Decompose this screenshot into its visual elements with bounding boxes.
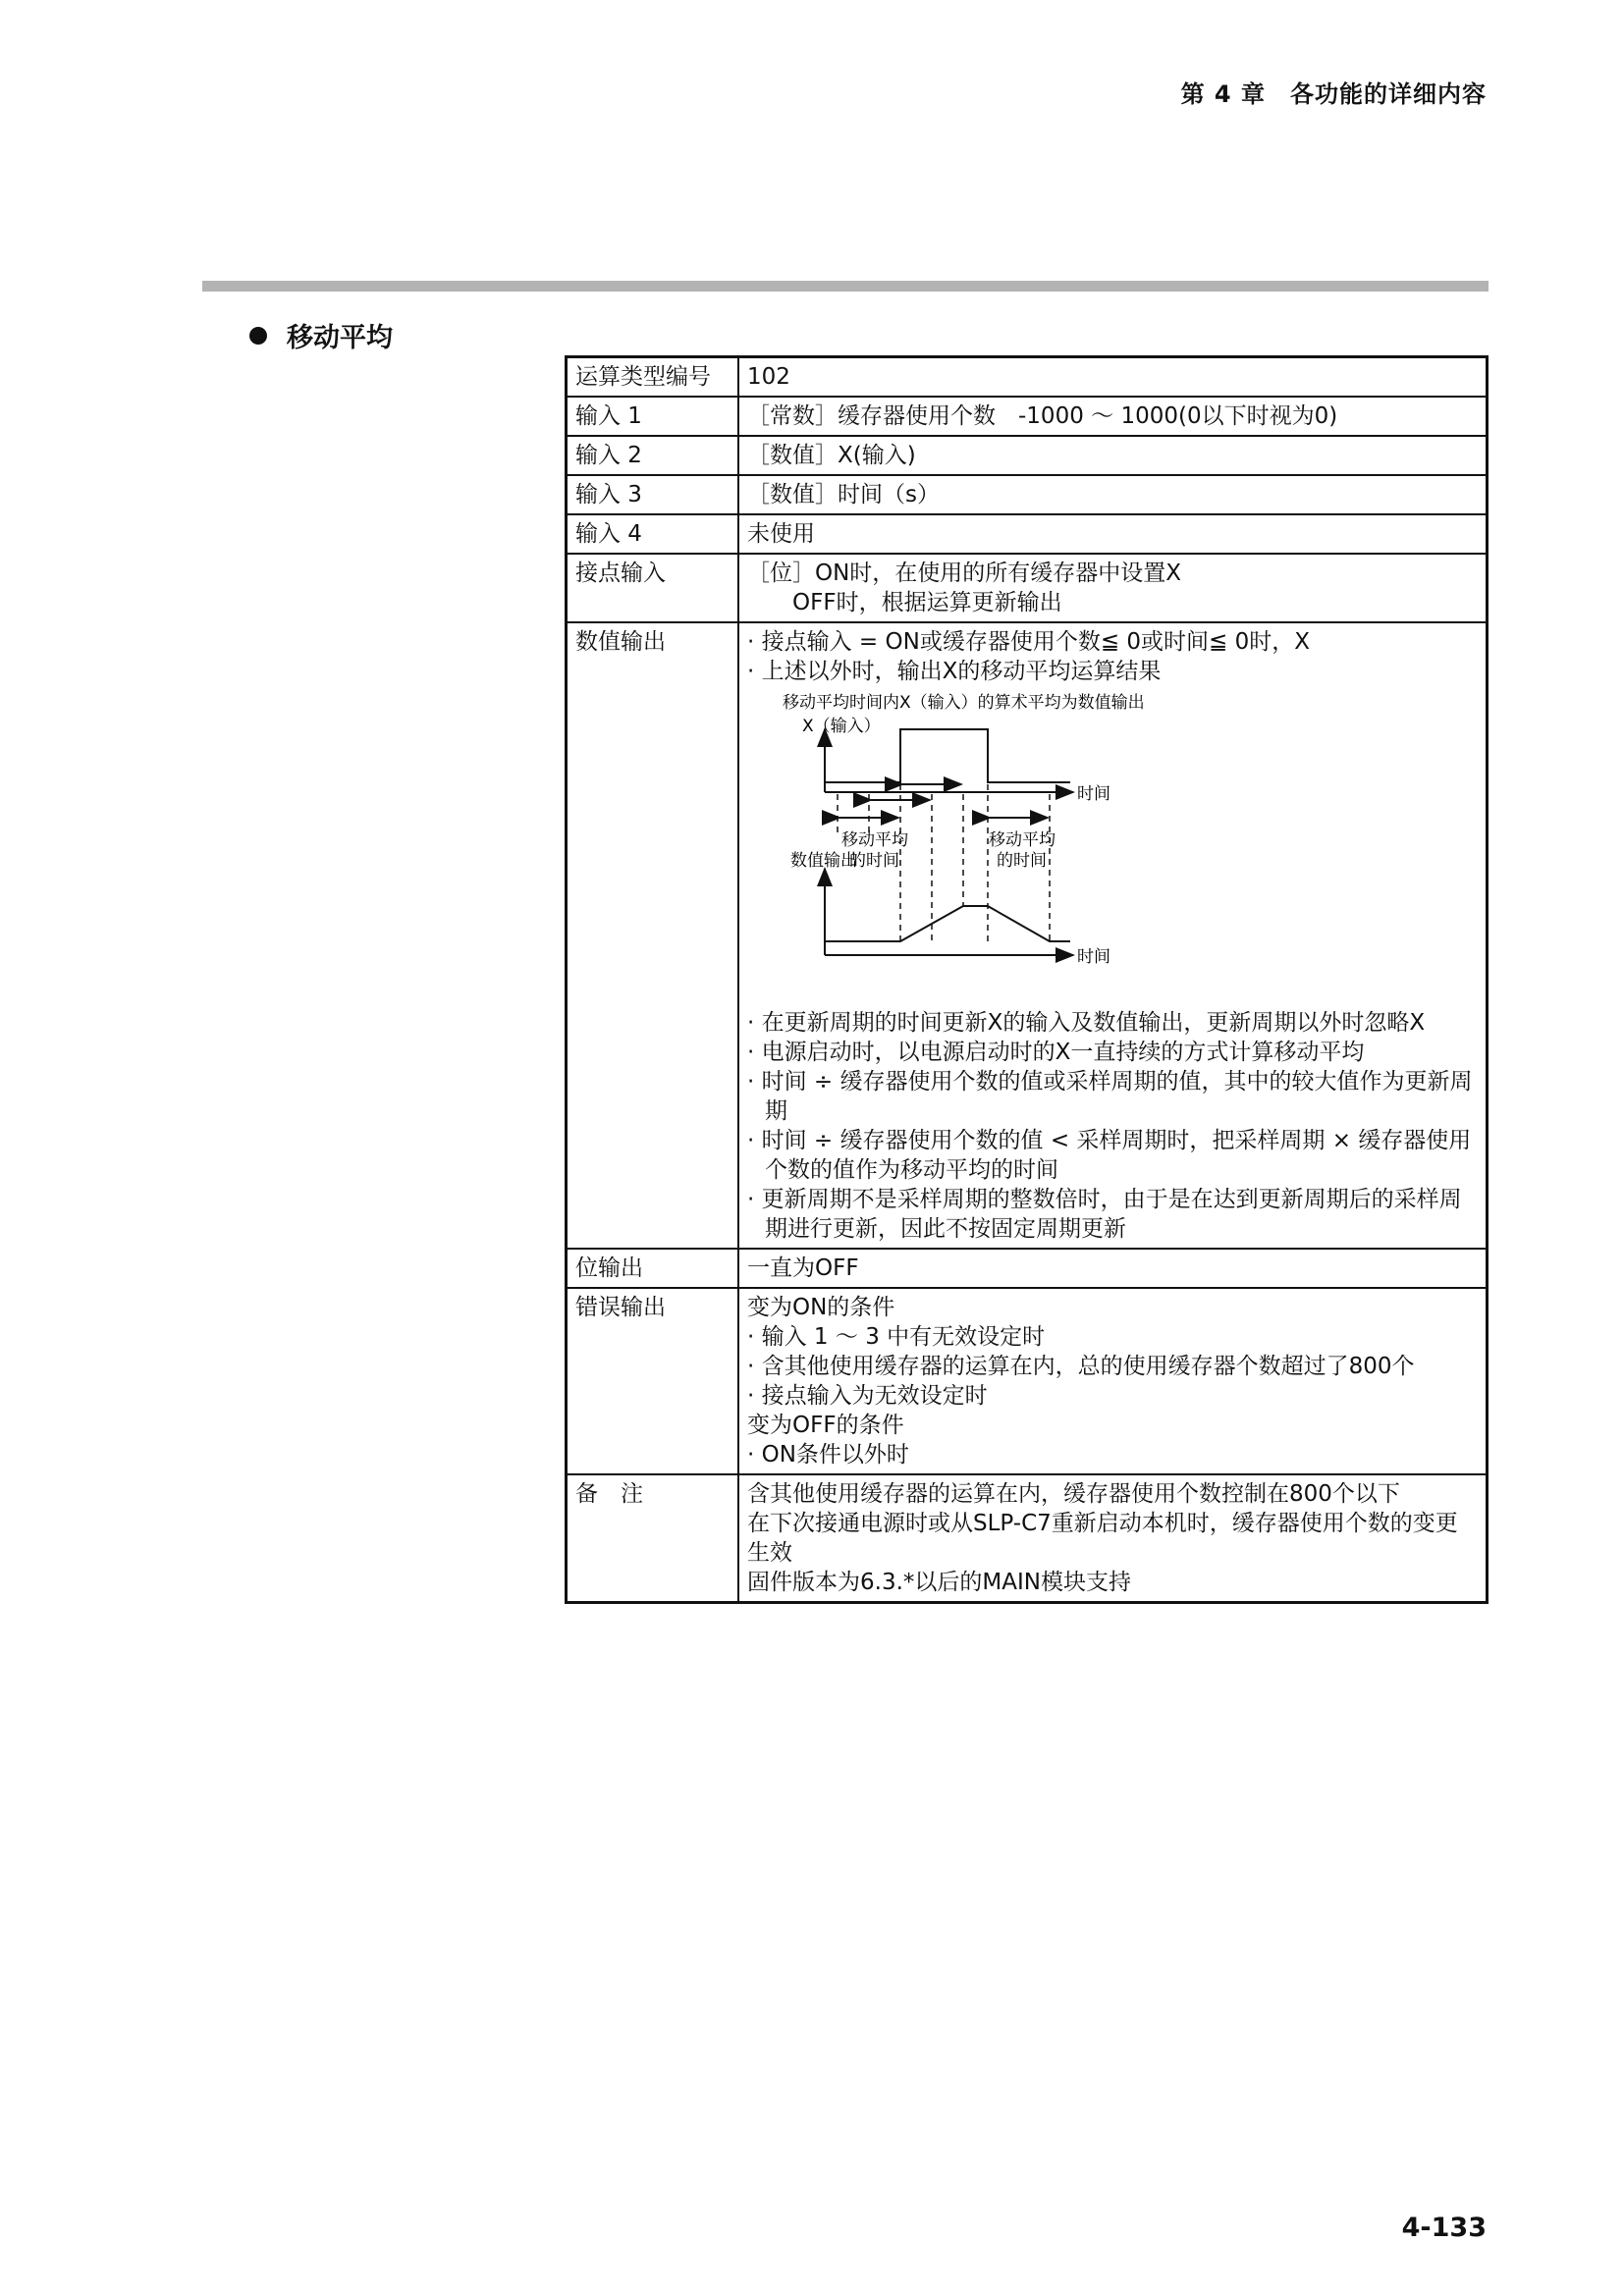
table-row (567, 514, 1488, 554)
time-axis-label: 时间 (1077, 947, 1110, 967)
ma-time-label: 的时间 (849, 851, 899, 871)
table-row (567, 475, 1488, 514)
x-input-label: X（输入） (802, 717, 881, 736)
diagram-caption: 移动平均时间内X（输入）的算术平均为数值输出 (783, 693, 1145, 713)
bullet-item: · 接点输入 = ON或缓存器使用个数≦ 0或时间≦ 0时，X (747, 629, 1311, 655)
row-label: 输入 3 (567, 475, 739, 514)
table-row (567, 554, 1488, 622)
time-axis-label: 时间 (1077, 784, 1110, 804)
input-signal (825, 729, 1070, 782)
row-value: ［常数］缓存器使用个数 -1000 ～ 1000(0以下时视为0) (738, 397, 1488, 436)
bullet-item: · 更新周期不是采样周期的整数倍时，由于是在达到更新周期后的采样周期进行更新，因此不按固定周期更新 (747, 1187, 1462, 1242)
table-row (567, 397, 1488, 436)
output-signal (825, 906, 1070, 941)
table-row (567, 622, 1488, 1249)
bullet-item: · 在更新周期的时间更新X的输入及数值输出，更新周期以外时忽略X (747, 1010, 1426, 1036)
page-number: 4-133 (1401, 2213, 1487, 2243)
row-label: 运算类型编号 (567, 357, 739, 398)
timing-chart (771, 690, 1242, 1004)
row-label: 数值输出 (567, 622, 739, 1249)
chapter-header: 第 4 章 各功能的详细内容 (1180, 80, 1487, 108)
spec-table (565, 355, 1489, 1604)
bullet-icon (249, 327, 267, 345)
moving-average-diagram (771, 690, 1478, 1004)
row-label: 输入 4 (567, 514, 739, 554)
row-value (738, 1288, 1488, 1474)
bullet-item: · 时间 ÷ 缓存器使用个数的值或采样周期的值，其中的较大值作为更新周期 (747, 1069, 1473, 1124)
section-divider (202, 281, 1489, 292)
row-value: 102 (738, 357, 1488, 398)
bullet-item: · 输入 1 ～ 3 中有无效设定时 (747, 1324, 1046, 1350)
ma-time-label: 移动平均 (841, 830, 908, 850)
table-row (567, 1288, 1488, 1474)
row-value: ［数值］时间（s） (738, 475, 1488, 514)
ma-time-label: 的时间 (997, 851, 1047, 871)
row-value (738, 554, 1488, 622)
row-value: ［数值］X(输入) (738, 436, 1488, 475)
table-row (567, 357, 1488, 398)
numeric-output-label: 数值输出 (790, 851, 857, 871)
row-label: 输入 2 (567, 436, 739, 475)
section-heading (249, 316, 393, 354)
row-label: 错误输出 (567, 1288, 739, 1474)
row-value (738, 1474, 1488, 1603)
row-label: 接点输入 (567, 554, 739, 622)
remark-line: 在下次接通电源时或从SLP-C7重新启动本机时，缓存器使用个数的变更生效 (747, 1511, 1458, 1566)
row-label: 输入 1 (567, 397, 739, 436)
bullet-item: · 上述以外时，输出X的移动平均运算结果 (747, 659, 1162, 684)
row-value: 一直为OFF (738, 1249, 1488, 1288)
condition-heading: 变为OFF的条件 (747, 1413, 904, 1438)
remark-line: 固件版本为6.3.*以后的MAIN模块支持 (747, 1570, 1131, 1595)
remark-line: 含其他使用缓存器的运算在内，缓存器使用个数控制在800个以下 (747, 1481, 1400, 1507)
bullet-item: · 接点输入为无效设定时 (747, 1383, 988, 1409)
contact-line: ［位］ON时，在使用的所有缓存器中设置X (747, 561, 1182, 586)
row-label: 备 注 (567, 1474, 739, 1603)
table-row (567, 1249, 1488, 1288)
table-row (567, 436, 1488, 475)
bullet-item: · ON条件以外时 (747, 1442, 909, 1468)
contact-line: OFF时，根据运算更新输出 (792, 590, 1062, 615)
bullet-item: · 含其他使用缓存器的运算在内，总的使用缓存器个数超过了800个 (747, 1354, 1415, 1379)
row-value: 未使用 (738, 514, 1488, 554)
bullet-item: · 时间 ÷ 缓存器使用个数的值 < 采样周期时，把采样周期 × 缓存器使用个数的值作为移动平均的时间 (747, 1128, 1472, 1183)
bullet-item: · 电源启动时，以电源启动时的X一直持续的方式计算移动平均 (747, 1040, 1365, 1065)
table-row (567, 1474, 1488, 1603)
section-title: 移动平均 (287, 323, 393, 353)
ma-time-label: 移动平均 (989, 830, 1056, 850)
row-value (738, 622, 1488, 1249)
row-label: 位输出 (567, 1249, 739, 1288)
condition-heading: 变为ON的条件 (747, 1295, 895, 1320)
